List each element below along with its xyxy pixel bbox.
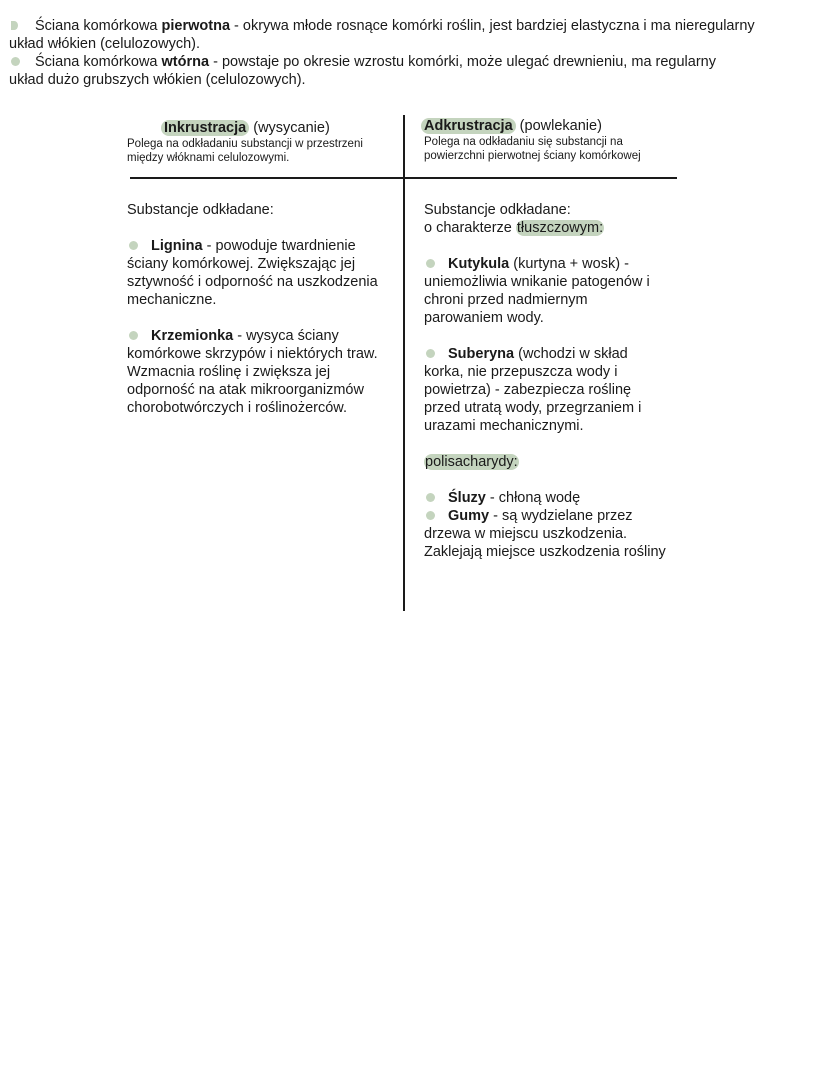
right-column-heading: Substancje odkładane: <box>424 202 571 218</box>
bullet-icon <box>129 241 138 250</box>
right-column-subheading: o charakterze tłuszczowym: <box>424 220 604 236</box>
list-item-lignina: Lignina - powoduje twardnienie <box>127 237 397 255</box>
list-item-kutykula: Kutykula (kurtyna + wosk) - <box>424 255 694 273</box>
bullet-icon <box>11 57 20 66</box>
right-header-title: Adkrustracja <box>421 118 516 134</box>
bullet-icon <box>426 349 435 358</box>
list-item-krzemionka: Krzemionka - wysyca ściany <box>127 327 397 345</box>
intro-line-secondary-cont: układ dużo grubszych włókien (celulozowych). <box>9 72 306 88</box>
intro-line-secondary: Ściana komórkowa wtórna - powstaje po okresie wzrostu komórki, może ulegać drewnieniu, ma regularny <box>9 53 809 71</box>
left-header-desc-2: między włóknami celulozowymi. <box>127 152 290 164</box>
vertical-divider <box>403 115 405 611</box>
horizontal-divider <box>130 177 677 179</box>
list-item-gumy: Gumy - są wydzielane przez <box>424 507 694 525</box>
right-header-desc-2: powierzchni pierwotnej ściany komórkowej <box>424 150 641 162</box>
right-header: Adkrustracja (powlekanie) Polega na odkładaniu się substancji na powierzchni pierwotnej ściany komórkowej <box>424 117 684 163</box>
bullet-icon <box>426 259 435 268</box>
right-header-desc-1: Polega na odkładaniu się substancji na <box>424 136 623 148</box>
left-header-title: Inkrustracja <box>161 120 249 136</box>
left-column: Substancje odkładane: Lignina - powoduje twardnienie ściany komórkowej. Zwiększając jej sztywność i odporność na uszkodzenia mechaniczne. Krzemionka - wysyca ściany komórkowe skrzypów i niektórych traw. Wzmacnia roślinę i zwiększa jej odporność na atak mikroorganizmów chorobotwórczych i roślinożerców. <box>127 201 397 417</box>
bullet-icon <box>426 511 435 520</box>
intro-line-primary-cont: układ włókien (celulozowych). <box>9 36 200 52</box>
bullet-icon <box>11 21 18 30</box>
list-item-sluzy: Śluzy - chłoną wodę <box>424 489 694 507</box>
bullet-icon <box>129 331 138 340</box>
polisacharydy-label: polisacharydy: <box>425 454 518 470</box>
intro-section <box>9 17 809 89</box>
right-column: Substancje odkładane: o charakterze tłuszczowym: Kutykula (kurtyna + wosk) - uniemożliwia wnikanie patogenów i chroni przed nadmiernym parowaniem wody. Suberyna (wchodzi w skład korka, nie przepuszcza wody i powietrza) - zabezpiecza roślinę przed utratą wody, przegrzaniem i urazami mechanicznymi. polisacharydy: Śluzy - chłoną wodę Gumy - są wydzielane przez drzewa w miejscu uszkodzenia. Zaklejają miejsce uszkodzenia rośliny <box>424 201 694 561</box>
left-column-heading: Substancje odkładane: <box>127 202 274 218</box>
list-item-suberyna: Suberyna (wchodzi w skład <box>424 345 694 363</box>
bullet-icon <box>426 493 435 502</box>
intro-line-primary: Ściana komórkowa pierwotna - okrywa młode rosnące komórki roślin, jest bardziej elastyczna i ma nieregularny <box>9 17 809 35</box>
left-header: Inkrustracja (wysycanie) Polega na odkładaniu substancji w przestrzeni między włóknami celulozowymi. <box>127 119 397 165</box>
left-header-desc-1: Polega na odkładaniu substancji w przestrzeni <box>127 138 363 150</box>
